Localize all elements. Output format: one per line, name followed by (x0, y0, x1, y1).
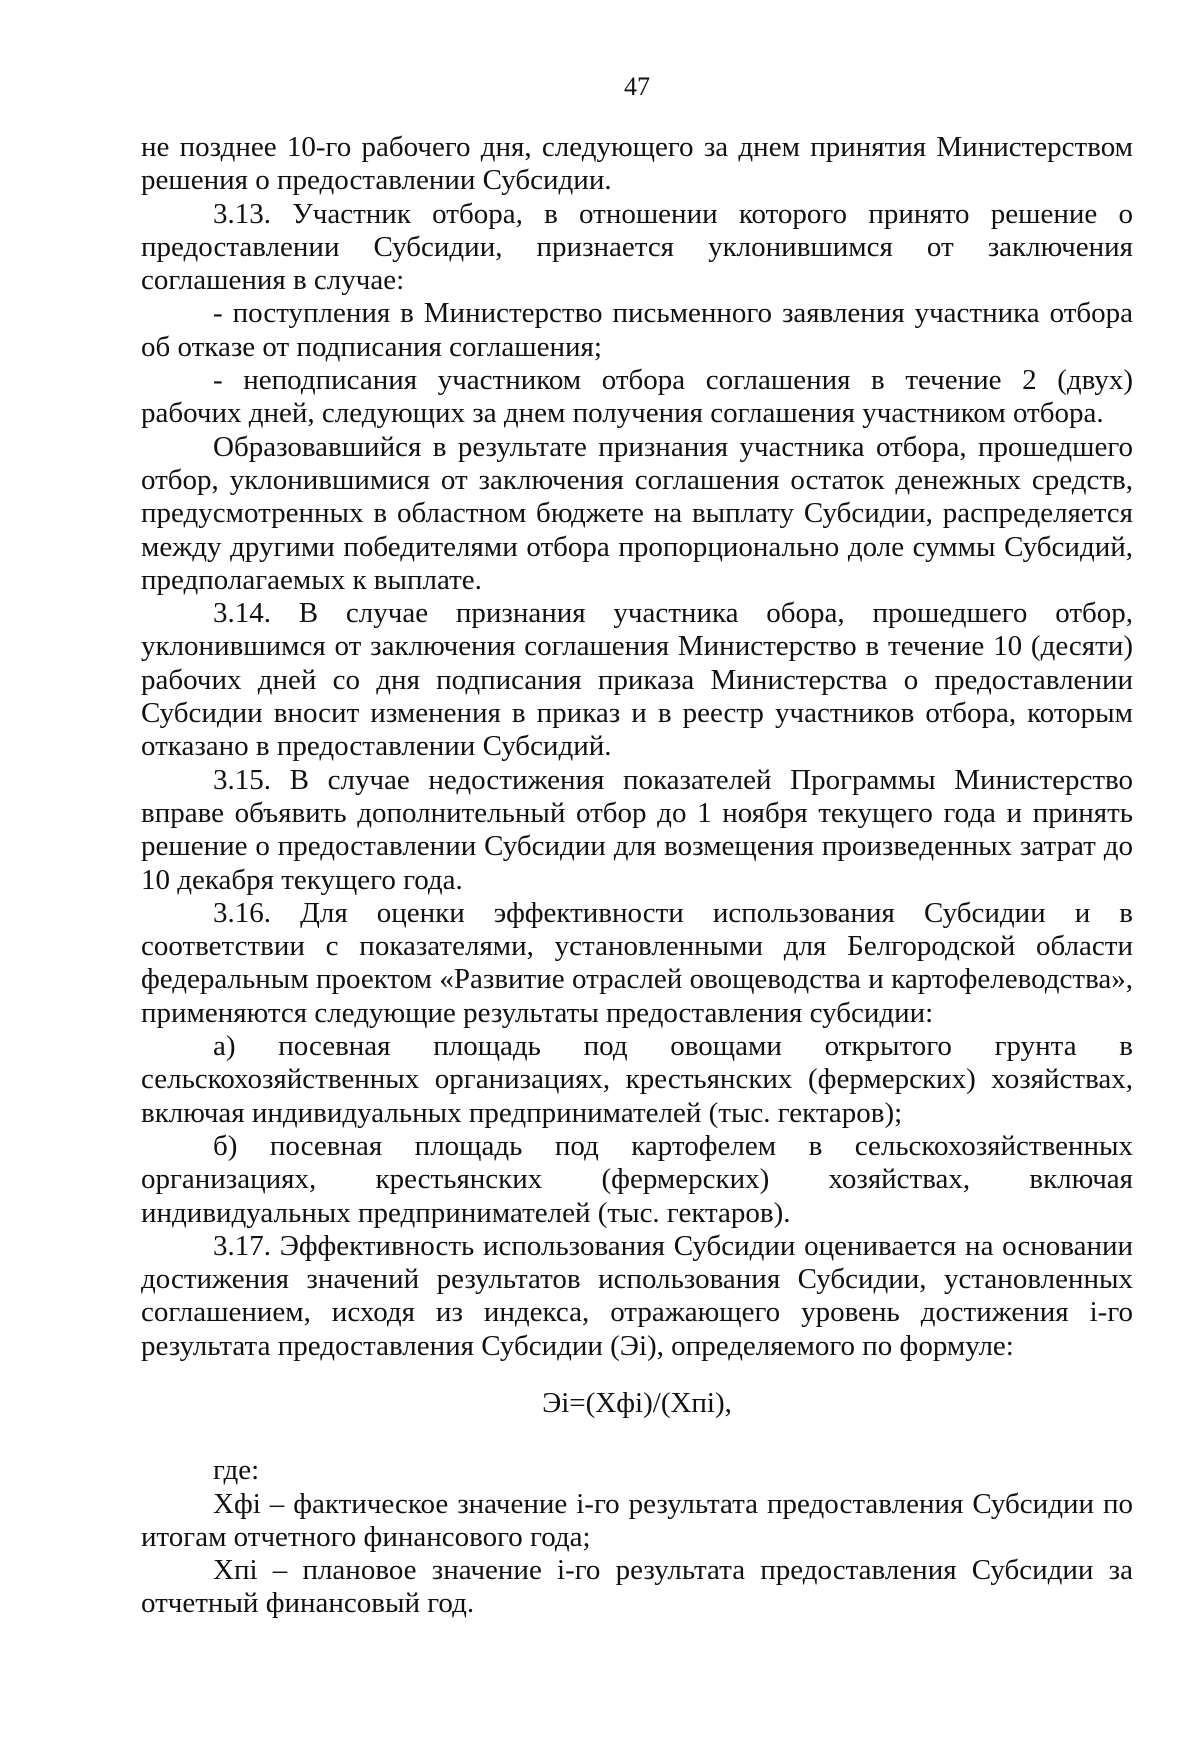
formula-definition: Хпi – плановое значение i-го результата предоставления Субсидии за отчетный финансовый год. (141, 1554, 1133, 1620)
document-body (141, 131, 1133, 1621)
paragraph: Образовавшийся в результате признания участника отбора, прошедшего отбор, уклонившимися от заключения соглашения остаток денежных средств, предусмотренных в областном бюджете на выплату Субсидии, распределяется между другими победителями отбора пропорционально доле суммы Субсидий, предполагаемых к выплате. (141, 430, 1133, 596)
paragraph-3-16: 3.16. Для оценки эффективности использования Субсидии и в соответствии с показателями, установленными для Белгородской области федеральным проектом «Развитие отраслей овощеводства и картофелеводства», применяются следующие результаты предоставления субсидии: (141, 896, 1133, 1029)
paragraph-3-14: 3.14. В случае признания участника обора, прошедшего отбор, уклонившимся от заключения соглашения Министерство в течение 10 (десяти) рабочих дней со дня подписания приказа Министерства о предоставлении Субсидии вносит изменения в приказ и в реестр участников отбора, которым отказано в предоставлении Субсидий. (141, 597, 1133, 763)
paragraph-3-15: 3.15. В случае недостижения показателей Программы Министерство вправе объявить дополнительный отбор до 1 ноября текущего года и принять решение о предоставлении Субсидии для возмещения произведенных затрат до 10 декабря текущего года. (141, 763, 1133, 896)
page-number: 47 (624, 72, 650, 101)
list-item-dash: - неподписания участником отбора соглашения в течение 2 (двух) рабочих дней, следующих за днем получения соглашения участником отбора. (141, 364, 1133, 430)
list-item-dash: - поступления в Министерство письменного заявления участника отбора об отказе от подписания соглашения; (141, 297, 1133, 363)
paragraph-3-13: 3.13. Участник отбора, в отношении которого принято решение о предоставлении Субсидии, признается уклонившимся от заключения соглашения в случае: (141, 197, 1133, 297)
paragraph-3-17: 3.17. Эффективность использования Субсидии оценивается на основании достижения значений результатов использования Субсидии, установленных соглашением, исходя из индекса, отражающего уровень достижения i-го результата предоставления Субсидии (Эi), определяемого по формуле: (141, 1229, 1133, 1362)
document-page (141, 0, 1133, 1760)
formula: Эi=(Хфi)/(Хпi), (542, 1386, 732, 1419)
formula-where: где: (213, 1454, 260, 1487)
paragraph: не позднее 10-го рабочего дня, следующего за днем принятия Министерством решения о предоставлении Субсидии. (141, 131, 1133, 197)
list-item-b: б) посевная площадь под картофелем в сельскохозяйственных организациях, крестьянских (фермерских) хозяйствах, включая индивидуальных предпринимателей (тыс. гектаров). (141, 1129, 1133, 1229)
list-item-a: а) посевная площадь под овощами открытого грунта в сельскохозяйственных организациях, крестьянских (фермерских) хозяйствах, включая индивидуальных предпринимателей (тыс. гектаров); (141, 1030, 1133, 1129)
formula-definition: Хфi – фактическое значение i-го результата предоставления Субсидии по итогам отчетного финансового года; (141, 1487, 1133, 1553)
